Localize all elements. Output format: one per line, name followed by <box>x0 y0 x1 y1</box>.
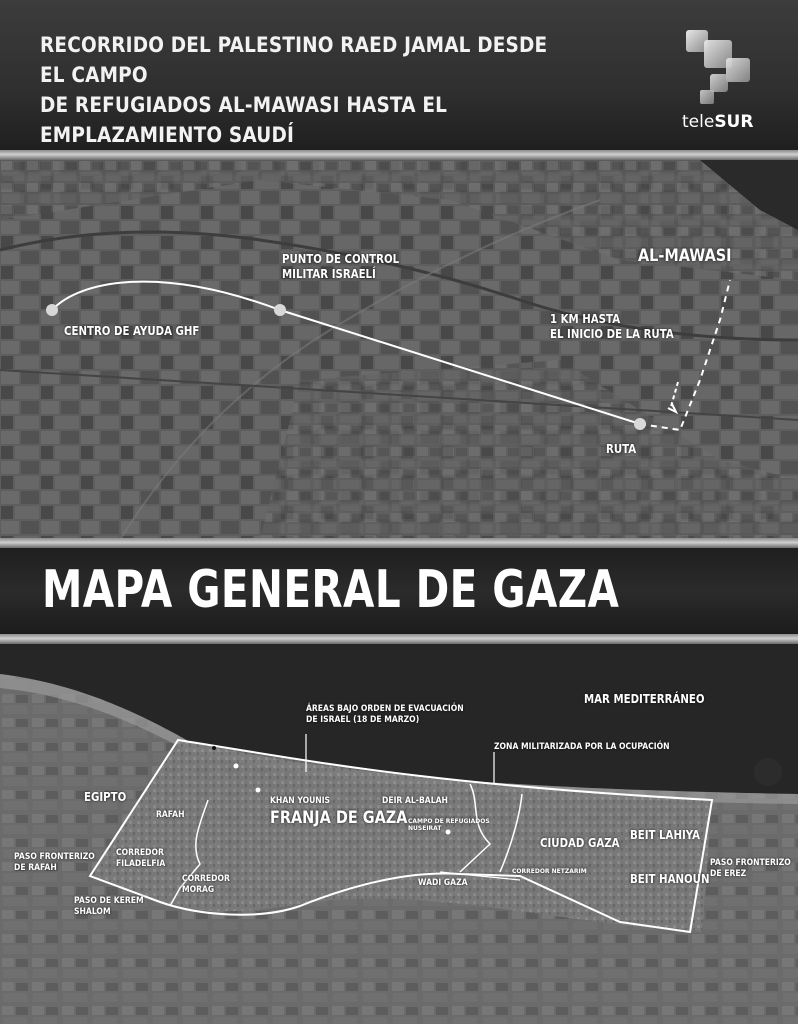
divider-bar-middle-top <box>0 538 798 548</box>
divider-bar-middle-bottom <box>0 634 798 644</box>
aid-center-marker <box>46 304 58 316</box>
nuseirat-label-line-1: CAMPO DE REFUGIADOS <box>408 818 490 825</box>
al-mawasi-label: AL-MAWASI <box>638 246 732 266</box>
aid-center-label: CENTRO DE AYUDA GHF <box>64 324 200 338</box>
route-map-graphics <box>0 160 798 540</box>
route-start-marker <box>634 418 646 430</box>
erez-crossing-label <box>710 858 791 880</box>
nuseirat-label-line-2: NUSEIRAT <box>408 825 442 832</box>
gaza-city-label: CIUDAD GAZA <box>540 836 620 850</box>
egypt-label: EGIPTO <box>84 790 127 804</box>
gaza-satellite-map <box>0 644 798 1024</box>
header-title-line-1: RECORRIDO DEL PALESTINO RAED JAMAL DESDE EL CAMPO <box>40 33 548 87</box>
philadelphi-line-2: FILADELFIA <box>116 859 166 869</box>
telesur-logo-icon <box>676 24 768 112</box>
morag-line-1: CORREDOR <box>182 874 230 884</box>
distance-label <box>550 312 674 342</box>
rafah-crossing-line-1: PASO FRONTERIZO <box>14 852 95 862</box>
checkpoint-marker <box>274 304 286 316</box>
gaza-strip-label: FRANJA DE GAZA <box>270 808 408 828</box>
distance-label-line-1: 1 KM HASTA <box>550 312 621 326</box>
divider-bar-top <box>0 150 798 160</box>
gaza-map-title: MAPA GENERAL DE GAZA <box>42 560 620 620</box>
route-label: RUTA <box>606 442 637 456</box>
netzarim-corridor-label: CORREDOR NETZARIM <box>512 868 587 875</box>
evacuation-label <box>306 704 464 726</box>
evacuation-label-line-1: ÁREAS BAJO ORDEN DE EVACUACIÓN <box>306 704 464 714</box>
erez-crossing-line-1: PASO FRONTERIZO <box>710 858 791 868</box>
beit-hanoun-label: BEIT HANOUN <box>630 872 710 886</box>
erez-crossing-line-2: DE EREZ <box>710 869 747 879</box>
rafah-crossing-label <box>14 852 95 874</box>
checkpoint-label-line-1: PUNTO DE CONTROL <box>282 252 400 266</box>
gaza-map-banner <box>0 548 798 634</box>
rafah-label: RAFAH <box>156 810 185 820</box>
logo-text-prefix: tele <box>682 112 715 132</box>
militarized-zone-label: ZONA MILITARIZADA POR LA OCUPACIÓN <box>494 742 670 752</box>
rafah-crossing-line-2: DE RAFAH <box>14 863 57 873</box>
philadelphi-line-1: CORREDOR <box>116 848 164 858</box>
deir-al-balah-label: DEIR AL-BALAH <box>382 796 448 806</box>
logo-text-brand: SUR <box>714 112 754 132</box>
header <box>0 0 798 152</box>
checkpoint-label-line-2: MILITAR ISRAELÍ <box>282 267 376 281</box>
distance-label-line-2: EL INICIO DE LA RUTA <box>550 327 674 341</box>
route-satellite-map <box>0 160 798 540</box>
header-title-line-2: DE REFUGIADOS AL-MAWASI HASTA EL EMPLAZAMIENTO SAUDÍ <box>40 93 448 147</box>
beit-lahiya-label: BEIT LAHIYA <box>630 828 701 842</box>
mediterranean-label: MAR MEDITERRÁNEO <box>584 692 705 706</box>
checkpoint-label <box>282 252 399 282</box>
telesur-logo-text <box>682 112 753 132</box>
kerem-shalom-line-2: SHALOM <box>74 907 111 917</box>
kerem-shalom-line-1: PASO DE KEREM <box>74 896 144 906</box>
nuseirat-label <box>408 818 490 832</box>
kerem-shalom-label <box>74 896 144 918</box>
philadelphi-corridor-label <box>116 848 165 870</box>
evacuation-label-line-2: DE ISRAEL (18 DE MARZO) <box>306 715 420 725</box>
morag-line-2: MORAG <box>182 885 215 895</box>
morag-corridor-label <box>182 874 230 896</box>
telesur-logo <box>676 24 768 139</box>
khan-younis-label: KHAN YOUNIS <box>270 796 331 806</box>
wadi-gaza-label: WADI GAZA <box>418 878 468 888</box>
